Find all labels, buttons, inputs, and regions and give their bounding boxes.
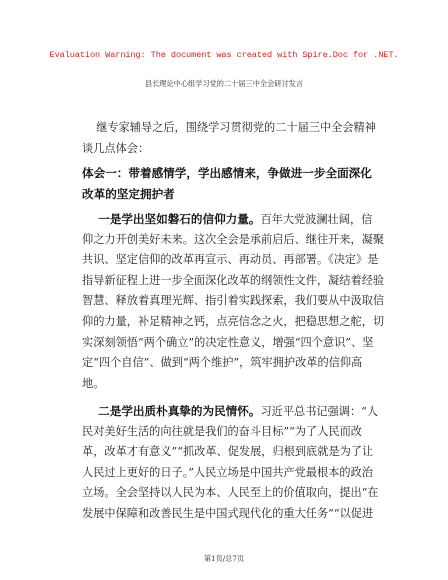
- paragraph-1: [82, 209, 385, 394]
- paragraph-1-line-1: [82, 209, 382, 230]
- paragraph-2-lead: 二是学出质朴真挚的为民情怀。: [82, 404, 261, 418]
- paragraph-1-first-rest: 百年大党波澜壮阔，信: [260, 213, 373, 226]
- paragraph-2-line-1: [82, 401, 382, 422]
- document-title: 县长理论中心组学习党的二十届三中全会研讨发言: [144, 79, 304, 88]
- section-heading-line-1: 体会一：带着感情学，学出感情来，争做进一步全面深化: [82, 166, 372, 180]
- page-number-footer: 第1页/总7页: [203, 554, 245, 563]
- paragraph-2-line: 立场。全会坚持以人民为本、人民至上的价值取向，提出“在: [82, 486, 379, 500]
- intro-line-1: 继专家辅导之后，围绕学习贯彻党的二十届三中全会精神: [82, 121, 376, 134]
- paragraph-2-line: 发展中保障和改善民生是中国式现代化的重大任务”“以促进: [82, 506, 374, 520]
- paragraph-1-line: 地。: [82, 376, 105, 390]
- paragraph-2-line: 民对美好生活的向往就是我们的奋斗目标”“为了人民而改: [82, 424, 362, 438]
- paragraph-1-line: 实深刻领悟“两个确立”的决定性意义，增强“四个意识”、坚: [82, 335, 374, 349]
- paragraph-2-first-rest: 习近平总书记强调：“人: [260, 405, 379, 418]
- paragraph-1-line: 仰之力开创美好未来。这次全会是承前启后、继往开来，凝聚: [82, 232, 385, 246]
- paragraph-1-line: 共识、坚定信仰的改革再宣示、再动员、再部署。《决定》是: [82, 253, 379, 267]
- section-heading-line-2: 改革的坚定拥护者: [82, 187, 175, 201]
- paragraph-1-lead: 一是学出坚如磐石的信仰力量。: [82, 212, 261, 226]
- paragraph-2: [82, 401, 382, 525]
- intro-line-2: 谈几点体会：: [82, 142, 150, 155]
- paragraph-1-line: 智慧、释放着真理光辉、指引着实践探索，我们要从中汲取信: [82, 294, 385, 308]
- evaluation-warning: Evaluation Warning: The document was created with Spire.Doc for .NET.: [49, 50, 399, 60]
- paragraph-1-line: 仰的力量，补足精神之钙，点亮信念之火，把稳思想之舵，切: [82, 314, 385, 328]
- paragraph-2-line: 革，改革才有意义”“抓改革、促发展，归根到底就是为了让: [82, 445, 374, 459]
- paragraph-1-line: 指导新征程上进一步全面深化改革的纲领性文件，凝结着经验: [82, 273, 385, 287]
- paragraph-1-line: 定“四个自信”、做到“两个维护”，筑牢拥护改革的信仰高: [82, 356, 363, 370]
- paragraph-2-line: 人民过上更好的日子。”人民立场是中国共产党最根本的政治: [82, 465, 373, 479]
